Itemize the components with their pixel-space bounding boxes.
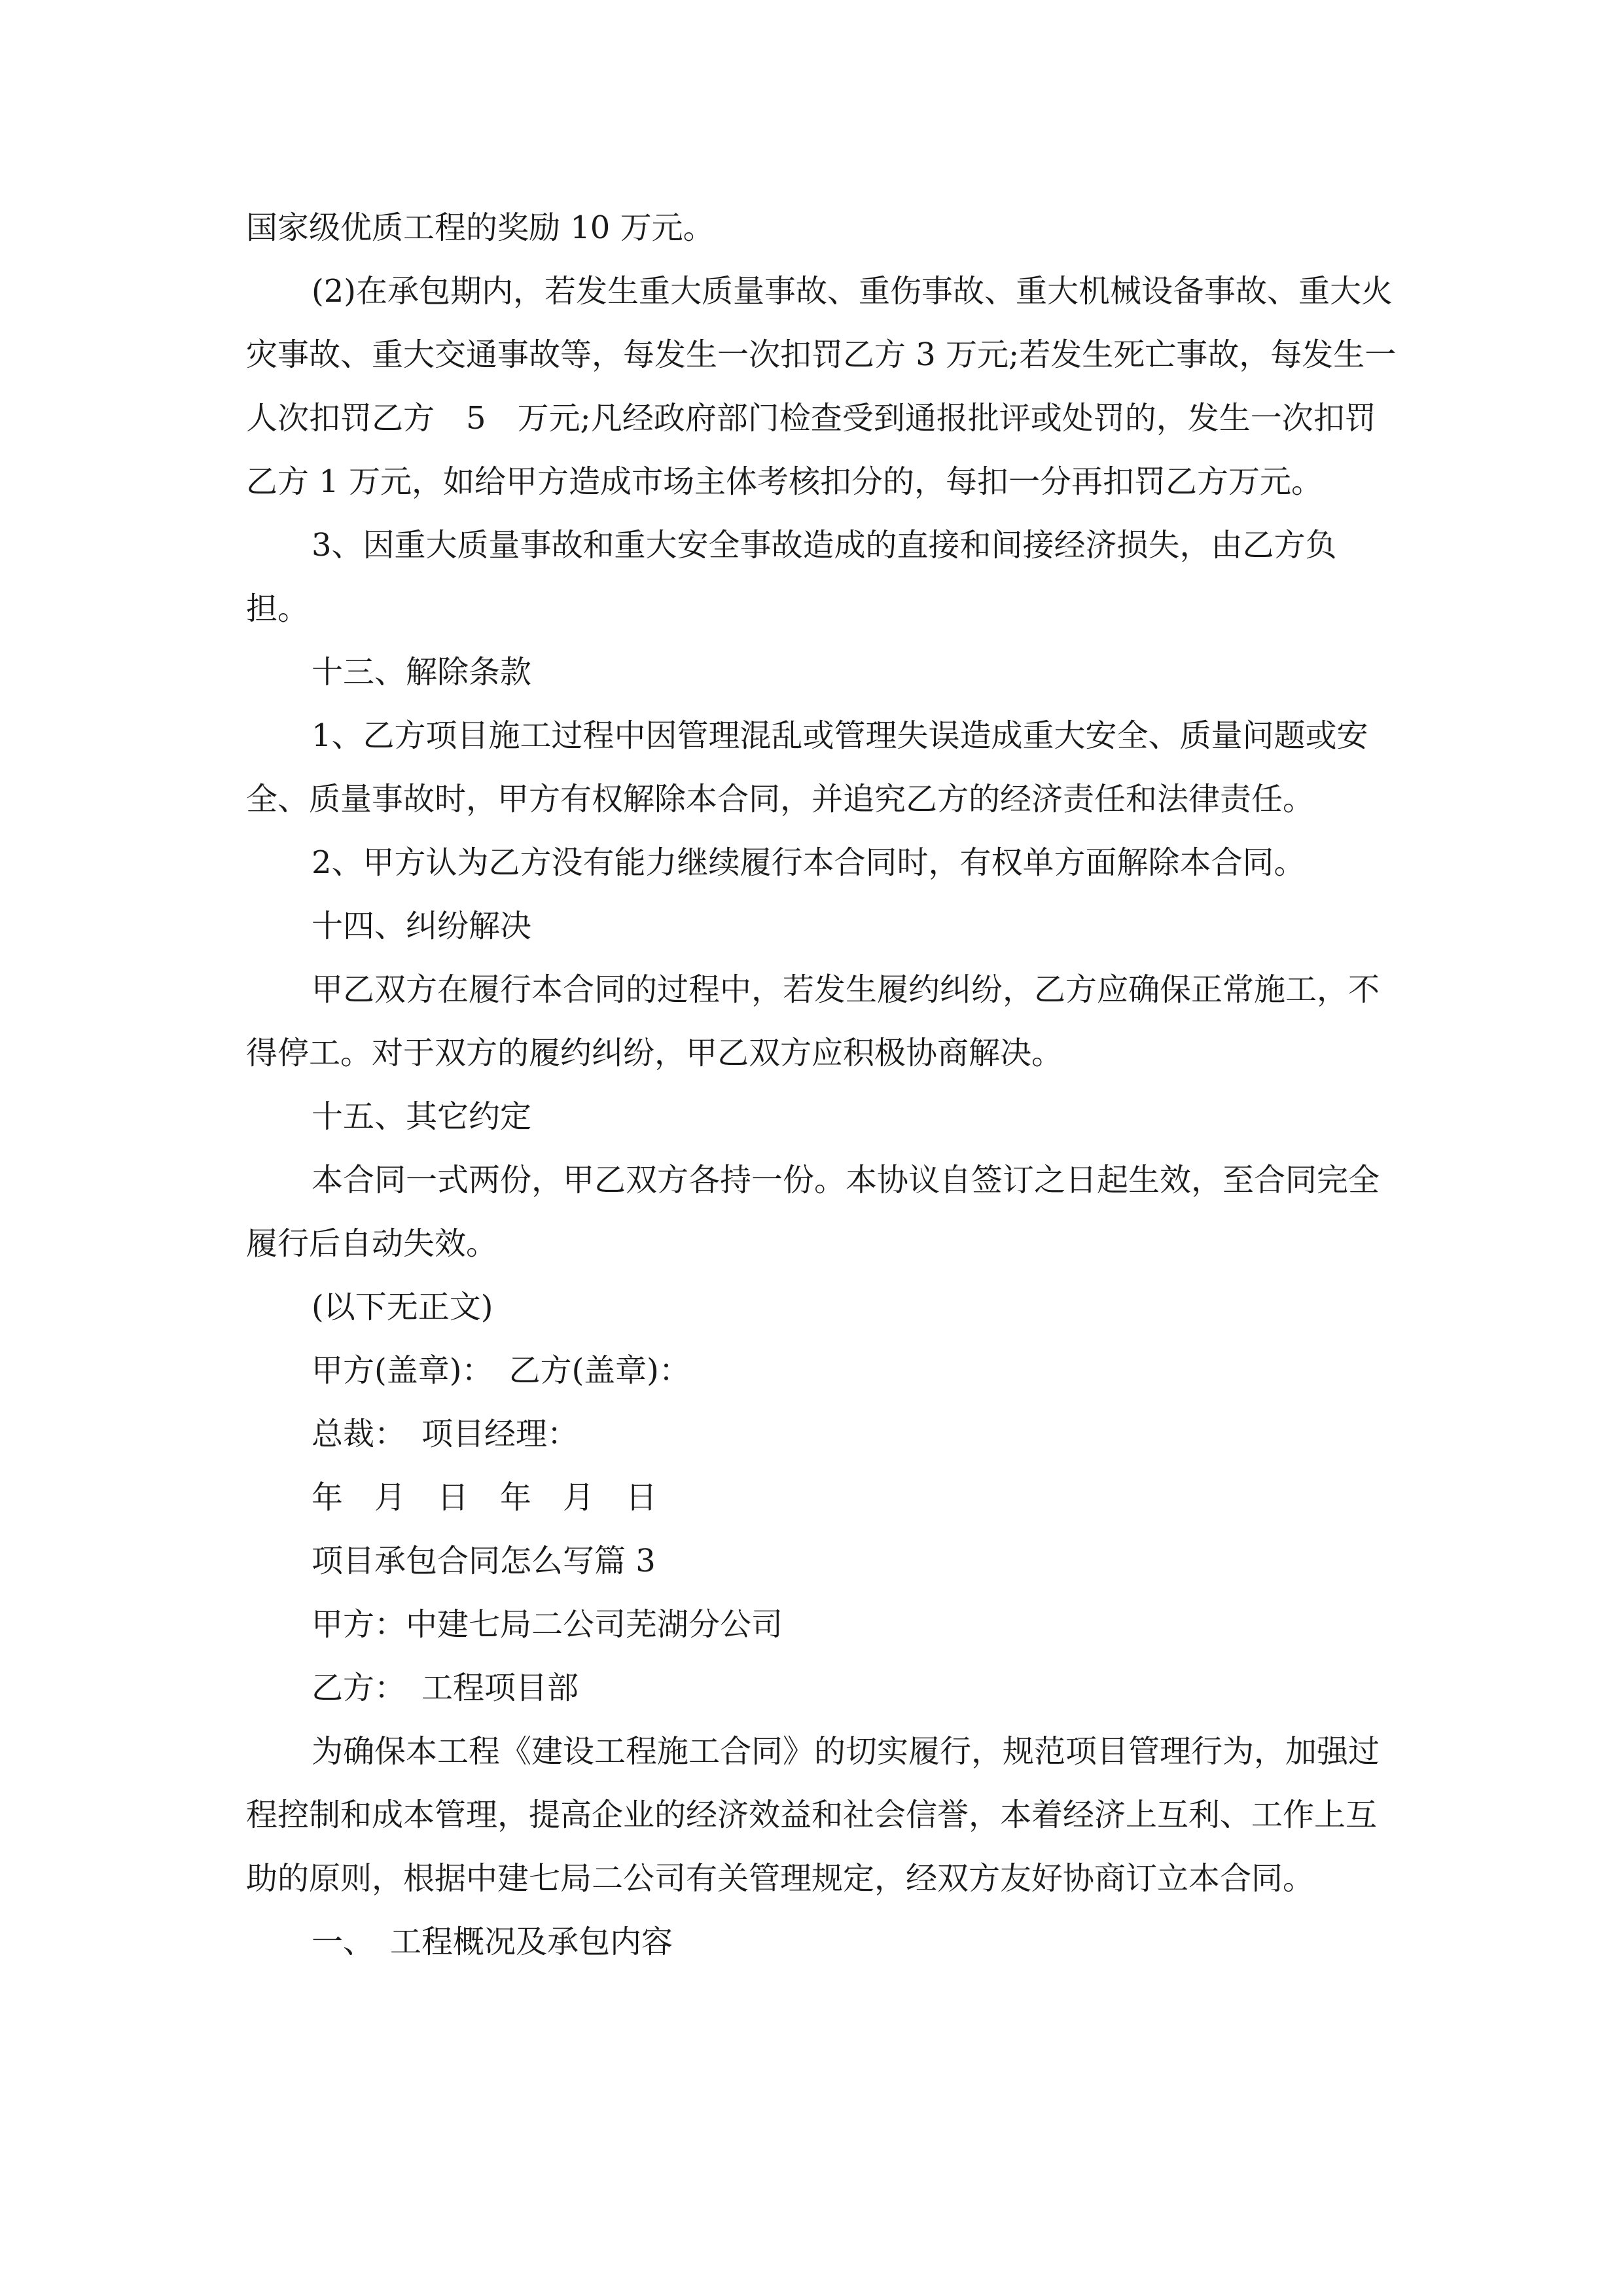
- paragraph-dispute: 甲乙双方在履行本合同的过程中，若发生履约纠纷，乙方应确保正常施工，不得停工。对于双方的履约纠纷，甲乙双方应积极协商解决。: [246, 971, 1380, 1071]
- paragraph-penalty-clause-2: (2)在承包期内，若发生重大质量事故、重伤事故、重大机械设备事故、重大火灾事故、重大交通事故等，每发生一次扣罚乙方 3 万元;若发生死亡事故，每发生一人次扣罚乙方 5 万元;凡经政府部门检查受到通报批评或处罚的，发生一次扣罚乙方 1 万元，如给甲方造成市场主体考核扣分的，每扣一分再扣罚乙方万元。: [246, 273, 1397, 500]
- section-heading-other: 十五、其它约定: [312, 1098, 532, 1135]
- section-heading-dispute: 十四、纠纷解决: [312, 908, 532, 944]
- paragraph-loss-liability: 3、因重大质量事故和重大安全事故造成的直接和间接经济损失，由乙方负担。: [246, 527, 1337, 627]
- section-heading-overview: 一、 工程概况及承包内容: [312, 1924, 673, 1960]
- paragraph-no-further-text: (以下无正文): [312, 1289, 493, 1325]
- signature-seals: 甲方(盖章)： 乙方(盖章)：: [312, 1352, 690, 1389]
- signature-titles: 总裁： 项目经理：: [312, 1416, 579, 1452]
- section-heading-termination: 十三、解除条款: [312, 654, 532, 691]
- paragraph-award: 国家级优质工程的奖励 10 万元。: [246, 209, 715, 246]
- paragraph-termination-1: 1、乙方项目施工过程中因管理混乱或管理失误造成重大安全、质量问题或安全、质量事故时，甲方有权解除本合同，并追究乙方的经济责任和法律责任。: [246, 717, 1368, 817]
- paragraph-copies: 本合同一式两份，甲乙双方各持一份。本协议自签订之日起生效，至合同完全履行后自动失效。: [246, 1162, 1380, 1262]
- party-a: 甲方：中建七局二公司芜湖分公司: [312, 1606, 783, 1643]
- document-subtitle: 项目承包合同怎么写篇 3: [312, 1543, 656, 1579]
- paragraph-termination-2: 2、甲方认为乙方没有能力继续履行本合同时，有权单方面解除本合同。: [312, 844, 1306, 881]
- document-body: [246, 196, 1398, 1974]
- party-b: 乙方： 工程项目部: [312, 1670, 579, 1706]
- paragraph-preamble: 为确保本工程《建设工程施工合同》的切实履行，规范项目管理行为，加强过程控制和成本管理，提高企业的经济效益和社会信誉，本着经济上互利、工作上互助的原则，根据中建七局二公司有关管理规定，经双方友好协商订立本合同。: [246, 1733, 1380, 1897]
- signature-dates: 年 月 日 年 月 日: [312, 1479, 658, 1516]
